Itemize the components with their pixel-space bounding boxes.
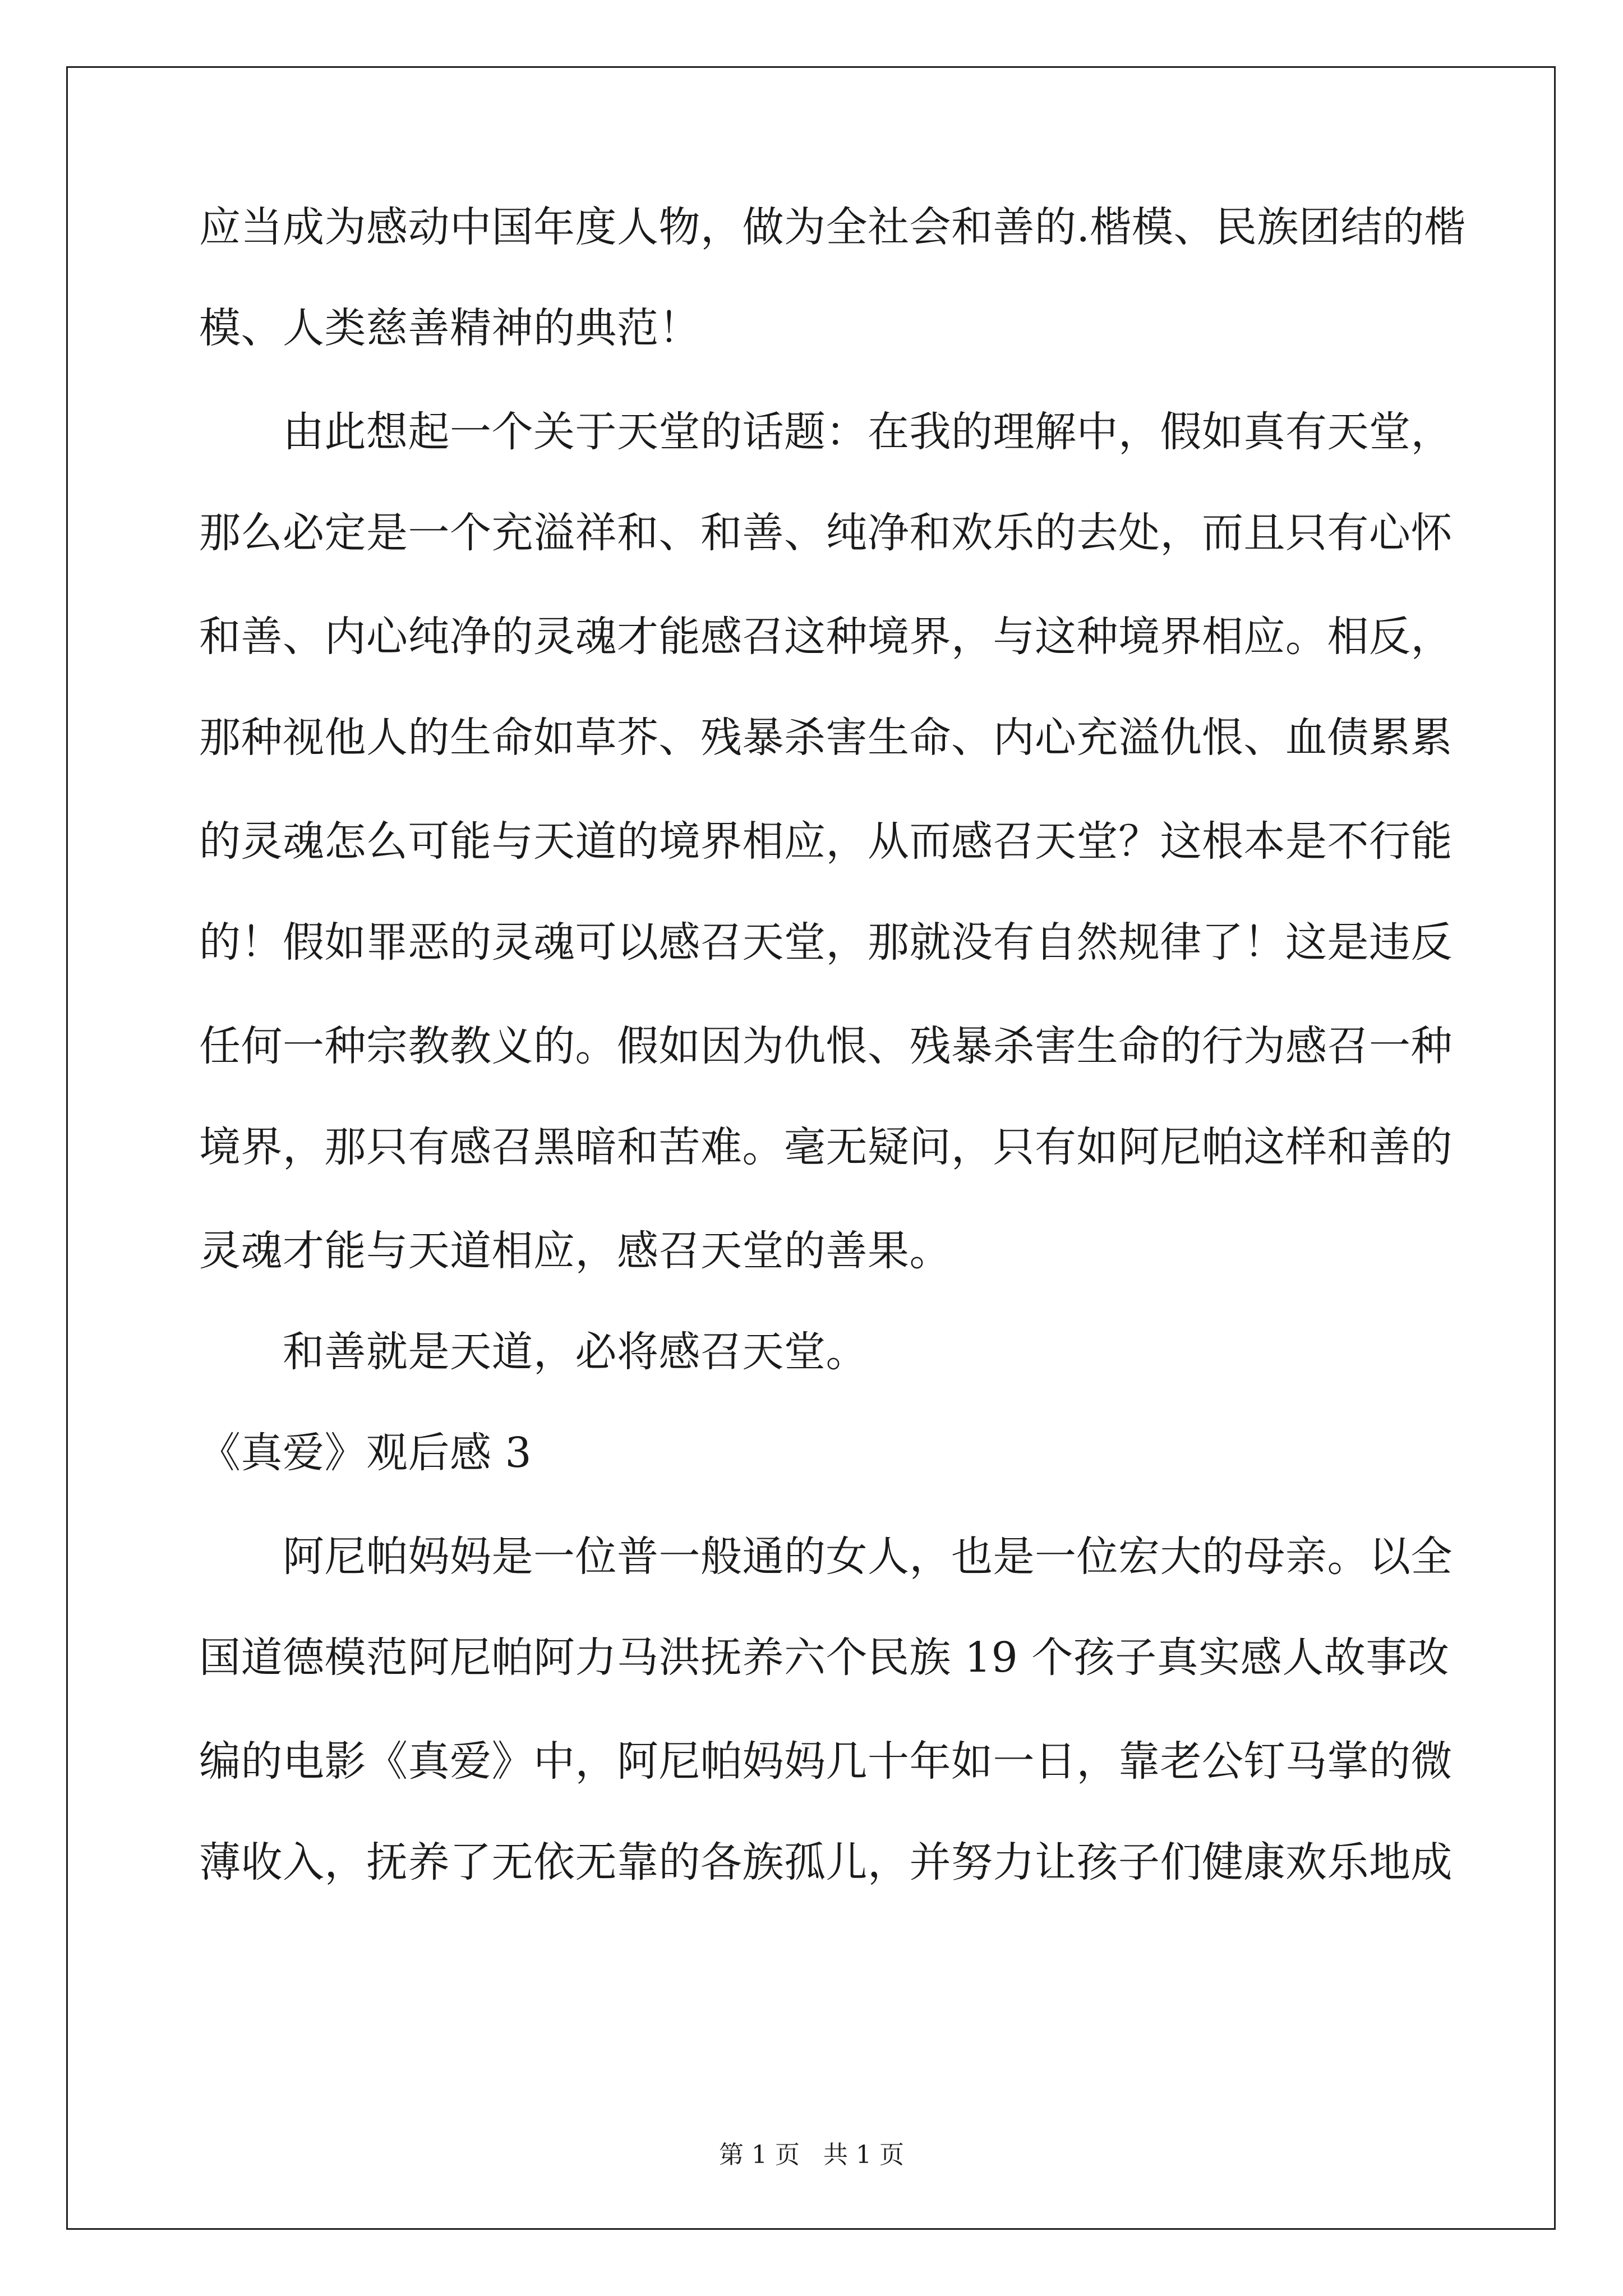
text-line: 国道德模范阿尼帕阿力马洪抚养六个民族 19 个孩子真实感人故事改 [199,1634,1450,1682]
text-line: 编的电影《真爱》中，阿尼帕妈妈几十年如一日，靠老公钉马掌的微 [199,1737,1453,1786]
text-line: 由此想起一个关于天堂的话题：在我的理解中，假如真有天堂， [199,408,1453,456]
text-line: 灵魂才能与天道相应，感召天堂的善果。 [199,1227,951,1275]
text-line: 阿尼帕妈妈是一位普一般通的女人，也是一位宏大的母亲。以全 [199,1533,1453,1581]
text-line: 薄收入，抚养了无依无靠的各族孤儿，并努力让孩子们健康欢乐地成 [199,1838,1453,1887]
text-line: 的灵魂怎么可能与天道的境界相应，从而感召天堂？这根本是不行能 [199,817,1453,866]
text-line: 的！假如罪恶的灵魂可以感召天堂，那就没有自然规律了！这是违反 [199,918,1453,967]
text-line: 和善就是天道，必将感召天堂。 [199,1328,868,1376]
text-line: 境界，那只有感召黑暗和苦难。毫无疑问，只有如阿尼帕这样和善的 [199,1123,1453,1171]
text-line: 和善、内心纯净的灵魂才能感召这种境界，与这种境界相应。相反， [199,613,1453,661]
text-line: 那种视他人的生命如草芥、残暴杀害生命、内心充溢仇恨、血债累累 [199,714,1453,762]
text-line: 任何一种宗教教义的。假如因为仇恨、残暴杀害生命的行为感召一种 [199,1022,1453,1070]
text-line: 应当成为感动中国年度人物，做为全社会和善的.楷模、民族团结的楷 [199,203,1467,251]
text-line: 模、人类慈善精神的典范！ [199,304,700,352]
section-heading: 《真爱》观后感 3 [199,1429,532,1477]
page-footer: 第 1 页 共 1 页 [719,2141,904,2169]
text-line: 那么必定是一个充溢祥和、和善、纯净和欢乐的去处，而且只有心怀 [199,509,1453,557]
